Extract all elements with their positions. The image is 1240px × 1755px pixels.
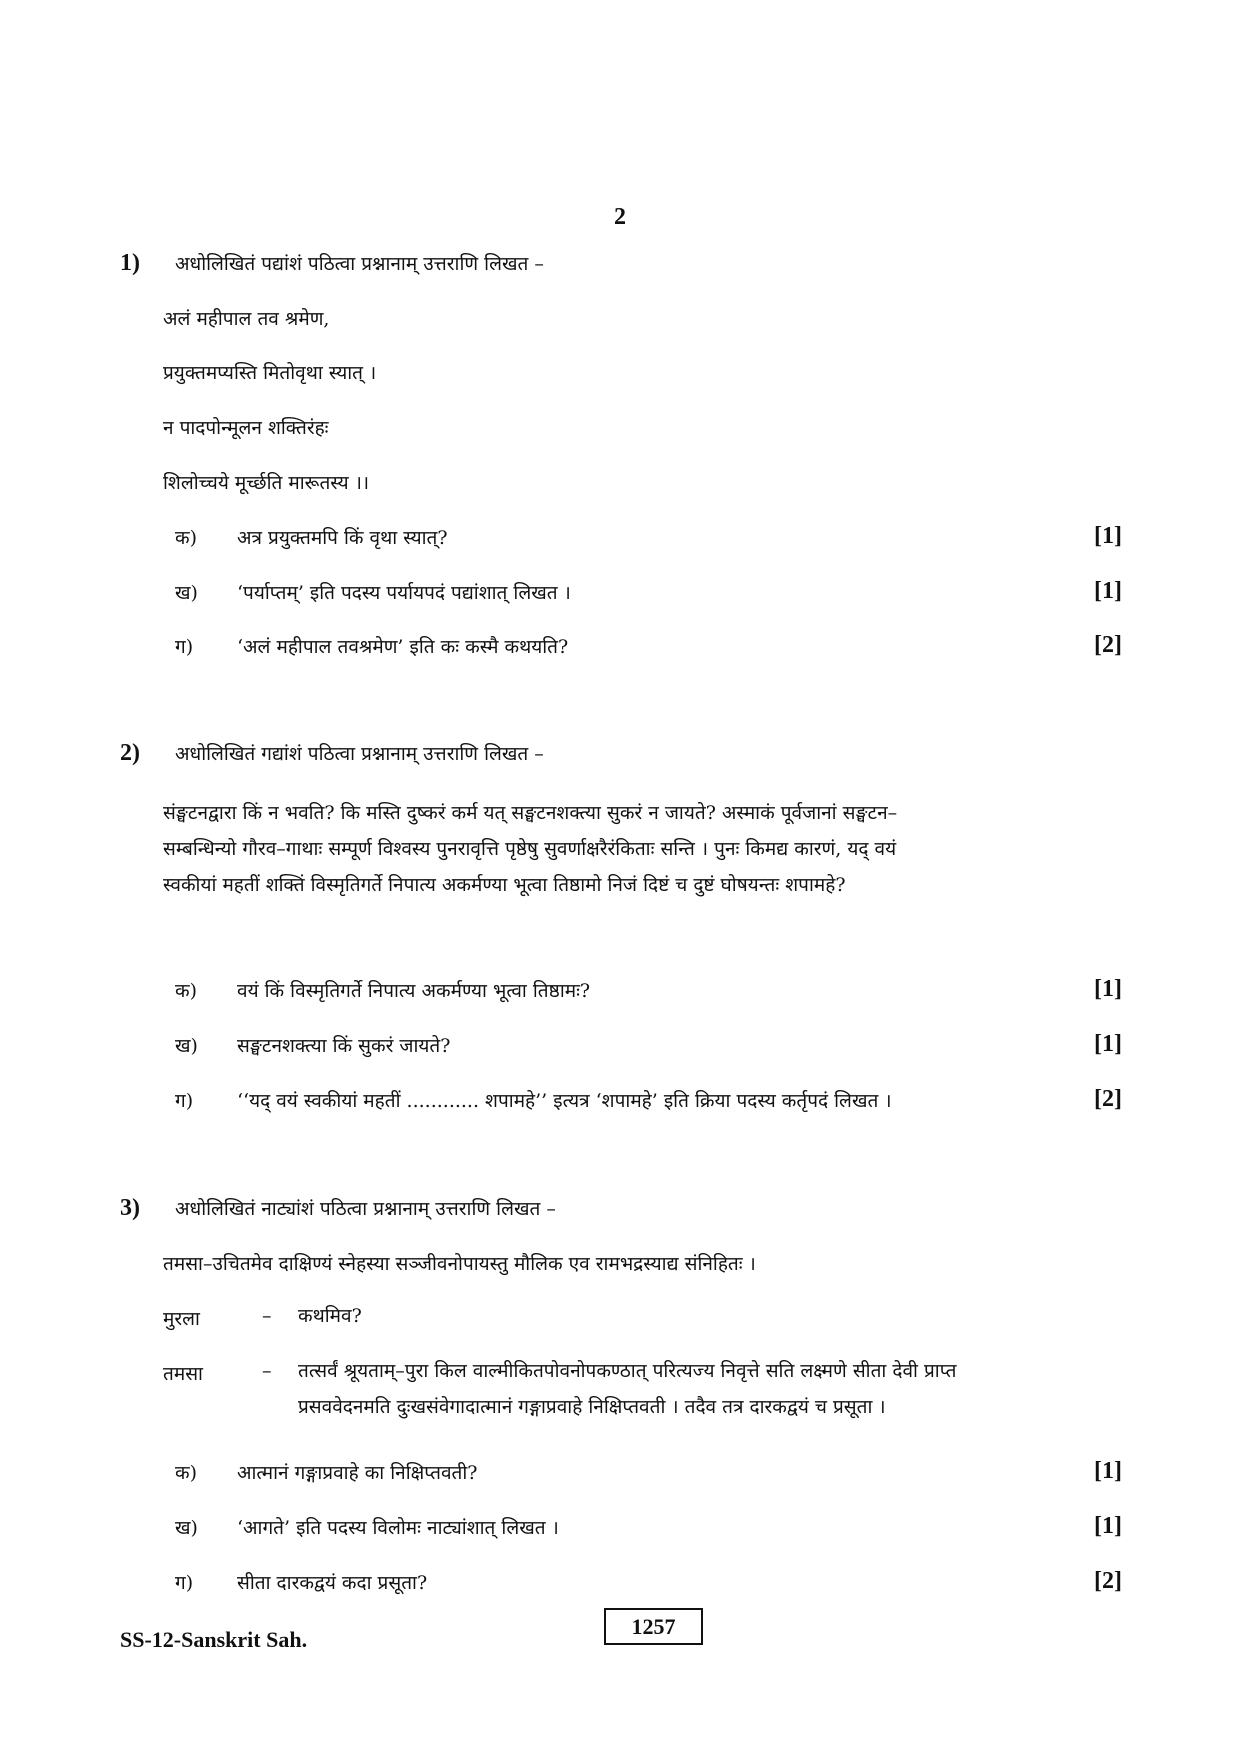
sub-question-text: सीता दारकद्वयं कदा प्रसूता? (237, 1572, 428, 1594)
verse-line: न पादपोन्मूलन शक्तिरंहः (163, 417, 329, 439)
sub-question-text: आत्मानं गङ्गाप्रवाहे का निक्षिप्तवती? (237, 1462, 478, 1484)
question-heading: अधोलिखितं गद्यांशं पठित्वा प्रश्नानाम् उत्तराणि लिखत – (175, 743, 544, 765)
sub-question-label: क) (175, 1462, 198, 1484)
marks: [1] (1094, 1031, 1122, 1057)
sub-question-text: ‘‘यद् वयं स्वकीयां महतीं ............ शपामहे’’ इत्यत्र ‘शपामहे’ इति क्रिया पदस्य कर्तृपदं लिखत । (237, 1090, 892, 1112)
page-number: 2 (614, 204, 626, 230)
sub-question-text: अत्र प्रयुक्तमपि किं वृथा स्यात्? (237, 527, 448, 549)
dialogue-text (298, 1298, 1123, 1334)
passage-line: स्वकीयां महतीं शक्तिं विस्मृतिगर्ते निपात्य अकर्मण्या भूत्वा तिष्ठामो निजं दिष्टं च दुष्टं घोषयन्तः शपामहे? (163, 874, 846, 896)
speaker-name: तमसा (163, 1363, 203, 1385)
dialogue-line: प्रसववेदनमति दुःखसंवेगादात्मानं गङ्गाप्रवाहे निक्षिप्तवती । तदैव तत्र दारकद्वयं च प्रसूता । (298, 1396, 886, 1418)
sub-question-label: ग) (175, 636, 194, 658)
verse-line: शिलोच्चये मूर्च्छति मारूतस्य ।। (163, 472, 370, 494)
speaker-dash: – (262, 1360, 272, 1382)
marks: [1] (1094, 578, 1122, 604)
sub-question-text: ‘अलं महीपाल तवश्रमेण’ इति कः कस्मै कथयति? (237, 636, 569, 658)
marks: [1] (1094, 1513, 1122, 1539)
verse-line: प्रयुक्तमप्यस्ति मितोवृथा स्यात् । (163, 362, 377, 384)
sub-question-label: ख) (175, 1035, 198, 1057)
passage (163, 795, 1123, 903)
marks: [2] (1094, 1568, 1122, 1594)
sub-question-label: ख) (175, 582, 198, 604)
question-number: 3) (120, 1195, 140, 1221)
marks: [2] (1094, 632, 1122, 658)
paper-code: SS-12-Sanskrit Sah. (120, 1627, 308, 1652)
passage-line: संङ्घटनद्वारा किं न भवति? कि मस्ति दुष्करं कर्म यत् सङ्घटनशक्त्या सुकरं न जायते? अस्माकं पूर्वजानां सङ्घटन– (163, 802, 898, 824)
sub-question-text: ‘पर्याप्तम्’ इति पदस्य पर्यायपदं पद्यांशात् लिखत । (237, 582, 571, 604)
page-code-box: 1257 (604, 1608, 703, 1645)
marks: [1] (1094, 976, 1122, 1002)
question-heading: अधोलिखितं पद्यांशं पठित्वा प्रश्नानाम् उत्तराणि लिखत – (175, 253, 544, 275)
passage-line: सम्बन्धिन्यो गौरव–गाथाः सम्पूर्ण विश्वस्य पुनरावृत्ति पृष्ठेषु सुवर्णाक्षरैरंकिताः सन्ति । पुनः किमद्य कारणं, यद् वयं (163, 838, 897, 860)
dialogue-line: तत्सर्वं श्रूयताम्–पुरा किल वाल्मीकितपोवनोपकण्ठात् परित्यज्य निवृत्ते सति लक्ष्मणे सीता देवी प्राप्त (298, 1360, 957, 1382)
sub-question-text: ‘आगते’ इति पदस्य विलोमः नाट्यांशात् लिखत । (237, 1517, 559, 1539)
sub-question-label: ख) (175, 1517, 198, 1539)
question-number: 2) (120, 740, 140, 766)
sub-question-label: क) (175, 980, 198, 1002)
speaker-name: मुरला (163, 1308, 200, 1330)
sub-question-label: क) (175, 527, 198, 549)
drama-intro: तमसा–उचितमेव दाक्षिण्यं स्नेहस्या सञ्जीवनोपायस्तु मौलिक एव रामभद्रस्याद्य संनिहितः । (163, 1253, 756, 1275)
marks: [1] (1094, 523, 1122, 549)
sub-question-text: सङ्घटनशक्त्या किं सुकरं जायते? (237, 1035, 451, 1057)
marks: [2] (1094, 1086, 1122, 1112)
dialogue-line: कथमिव? (298, 1305, 362, 1327)
sub-question-text: वयं किं विस्मृतिगर्ते निपात्य अकर्मण्या भूत्वा तिष्ठामः? (237, 980, 591, 1002)
sub-question-label: ग) (175, 1090, 194, 1112)
verse-line: अलं महीपाल तव श्रमेण, (163, 308, 330, 330)
question-heading: अधोलिखितं नाट्यांशं पठित्वा प्रश्नानाम् उत्तराणि लिखत – (175, 1198, 556, 1220)
marks: [1] (1094, 1458, 1122, 1484)
dialogue-text (298, 1353, 1123, 1425)
sub-question-label: ग) (175, 1572, 194, 1594)
speaker-dash: – (262, 1305, 272, 1327)
question-number: 1) (120, 250, 140, 276)
